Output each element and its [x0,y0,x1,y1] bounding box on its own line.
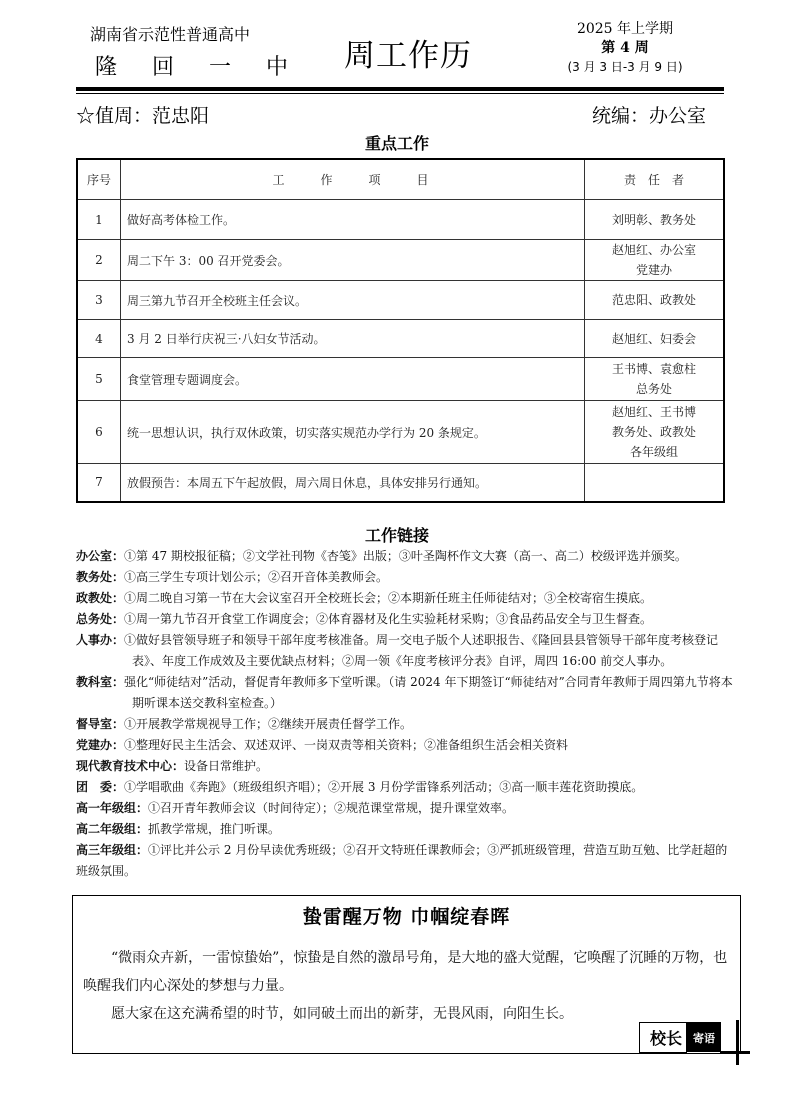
message-body [83,944,733,1028]
link-text: 抓教学常规，推门听课。 [148,822,281,836]
link-department: 教科室： [76,675,125,689]
row-responsible [585,464,725,502]
message-paragraph: 愿大家在这充满希望的时节，如同破土而出的新芽，无畏风雨，向阳生长。 [111,1006,573,1022]
link-item [76,777,736,798]
duty-label: ☆值周： [76,105,153,127]
link-item [76,567,736,588]
editor-label: 统编： [592,105,650,127]
row-number: 1 [77,200,121,240]
message-paragraph: “微雨众卉新，一雷惊蛰始”，惊蛰是自然的激昂号角，是大地的盛大觉醒，它唤醒了沉睡的万物，也唤醒我们内心深处的梦想与力量。 [83,950,728,994]
link-item [76,588,736,609]
school-name: 隆 回 一 中 [95,55,302,80]
link-text: ①周二晚自习第一节在大会议室召开全校班长会；②本期新任班主任师徒结对；③全校寄宿生摸底。 [124,591,653,605]
col-no-header: 序号 [77,159,121,200]
message-box [72,895,741,1054]
row-responsible [585,281,725,320]
row-item: 统一思想认识，执行双休政策，切实落实规范办学行为 20 条规定。 [121,401,585,464]
link-department: 高二年级组： [76,822,149,836]
link-text: ①评比并公示 2 月份早读优秀班级；②召开文特班任课教师会；③严抓班级管理，营造互助互勉、比学赶超的班级氛围。 [76,843,728,878]
table-row [77,358,724,401]
editor-name: 办公室 [649,105,707,127]
link-department: 教务处： [76,570,125,584]
row-number: 4 [77,320,121,358]
key-work-table [76,158,725,503]
link-department: 高三年级组： [76,843,149,857]
link-text: ①高三学生专项计划公示；②召开音体美教师会。 [124,570,389,584]
responsible-line: 赵旭红、办公室 [611,243,696,257]
link-item [76,756,736,777]
responsible-line: 刘明彰、教务处 [611,212,696,227]
link-department: 督导室： [76,717,125,731]
responsible-line: 王书博、袁愈柱 [611,362,696,376]
link-item [76,546,736,567]
row-responsible [585,320,725,358]
link-text: ①学唱歌曲《奔跑》（班级组织齐唱）；②开展 3 月份学雷锋系列活动；③高一顺丰莲花资助摸底。 [124,780,644,794]
row-item: 放假预告：本周五下午起放假，周六周日休息，具体安排另行通知。 [121,464,585,502]
link-item [76,840,736,882]
link-text: 设备日常维护。 [184,759,269,773]
row-responsible [585,358,725,401]
row-responsible [585,200,725,240]
table-row [77,401,724,464]
signature-principal: 校长 [639,1022,687,1053]
table-row [77,200,724,240]
table-row [77,240,724,281]
link-text: ①开展教学常规视导工作；②继续开展责任督学工作。 [124,717,413,731]
link-item [76,609,736,630]
duty-name: 范忠阳 [152,105,210,127]
school-province: 湖南省示范性普通高中 [90,25,251,44]
responsible-line: 党建办 [635,263,672,277]
table-row [77,320,724,358]
row-item: 食堂管理专题调度会。 [121,358,585,401]
col-resp-header: 责 任 者 [585,159,725,200]
row-item: 3 月 2 日举行庆祝三·八妇女节活动。 [121,320,585,358]
responsible-line: 范忠阳、政教处 [611,293,696,307]
row-number: 6 [77,401,121,464]
link-department: 党建办： [76,738,125,752]
link-item [76,630,736,672]
responsible-line: 赵旭红、妇委会 [611,331,696,346]
link-department: 人事办： [76,633,125,647]
link-item [76,819,736,840]
link-item [76,735,736,756]
decorative-bar-horizontal [720,1051,750,1054]
link-department: 总务处： [76,612,125,626]
term-label: 2025 年上学期 [576,21,674,37]
header-divider-thin [76,93,724,94]
link-department: 团 委： [76,780,125,794]
message-title: 蛰雷醒万物 巾帼绽春晖 [302,906,511,928]
row-responsible [585,240,725,281]
link-item [76,672,736,714]
work-links-title: 工作链接 [364,526,429,545]
table-row [77,281,724,320]
responsible-line: 总务处 [635,382,672,396]
row-item: 周三第九节召开全校班主任会议。 [121,281,585,320]
header-divider-thick [76,87,724,91]
principal-signature [639,1022,721,1052]
link-item [76,714,736,735]
link-department: 办公室： [76,549,125,563]
link-text: ①第 47 期校报征稿；②文学社刊物《杏笺》出版；③叶圣陶杯作文大赛（高一、高二）校级评选并颁奖。 [124,549,687,563]
signature-message: 寄语 [687,1022,721,1052]
row-number: 3 [77,281,121,320]
table-header-row [77,159,724,200]
link-department: 政教处： [76,591,125,605]
row-number: 5 [77,358,121,401]
editor-info [592,101,706,128]
link-department: 高一年级组： [76,801,149,815]
link-department: 现代教育技术中心： [76,759,185,773]
row-number: 7 [77,464,121,502]
link-text: ①召开青年教师会议（时间待定）；②规范课堂常规，提升课堂效率。 [148,801,515,815]
responsible-line: 教务处、政教处 [611,425,696,439]
link-text: ①做好县管领导班子和领导干部年度考核准备。周一交电子版个人述职报告、《隆回县县管领导干部年度考核登记表》、年度工作成效及主要优缺点材料；②周一领《年度考核评分表》自评，周四 16:00 前交人事办。 [124,633,719,668]
col-item-header: 工 作 项 目 [121,159,585,200]
row-number: 2 [77,240,121,281]
row-item: 做好高考体检工作。 [121,200,585,240]
row-item: 周二下午 3：00 召开党委会。 [121,240,585,281]
link-text: ①周一第九节召开食堂工作调度会；②体育器材及化生实验耗材采购；③食品药品安全与卫生督查。 [124,612,653,626]
responsible-line: 各年级组 [629,445,678,459]
duty-info [76,101,209,128]
page-title: 周工作历 [344,38,472,74]
date-range: (3 月 3 日-3 月 9 日) [567,60,683,74]
link-text: ①整理好民主生活会、双述双评、一岗双责等相关资料；②准备组织生活会相关资料 [124,738,569,752]
decorative-bar-vertical [736,1020,739,1065]
week-label: 第 4 周 [601,40,649,56]
row-responsible [585,401,725,464]
table-row [77,464,724,502]
link-item [76,798,736,819]
key-work-title: 重点工作 [364,134,429,153]
link-text: 强化“师徒结对”活动，督促青年教师多下堂听课。（请 2024 年下期签订“师徒结对”合同青年教师于周四第九节将本期听课本送交教科室检查。） [124,675,733,710]
work-links-list [76,546,736,882]
responsible-line: 赵旭红、王书博 [611,405,696,419]
term-info [560,20,690,77]
